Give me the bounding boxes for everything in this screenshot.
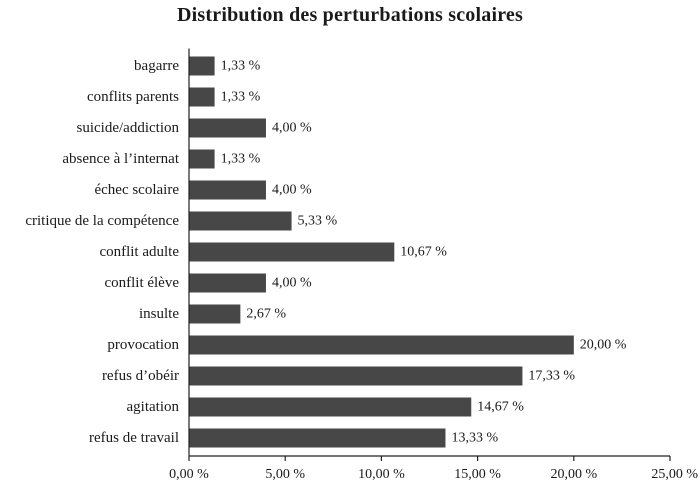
value-label: 14,67 % (477, 399, 524, 415)
value-label: 5,33 % (297, 213, 338, 229)
category-label: critique de la compétence (25, 213, 179, 229)
category-label: refus d’obéir (101, 368, 179, 384)
bar (189, 429, 445, 448)
category-label: échec scolaire (94, 182, 179, 198)
bar (189, 88, 215, 107)
bar (189, 150, 215, 169)
chart-title: Distribution des perturbations scolaires (177, 4, 523, 26)
category-label: insulte (139, 306, 179, 322)
category-label: refus de travail (89, 430, 179, 446)
bars-layer (25, 57, 626, 448)
bar (189, 367, 522, 386)
x-tick-label: 5,00 % (265, 467, 306, 482)
x-tick-label: 10,00 % (358, 467, 405, 482)
value-label: 4,00 % (271, 275, 312, 291)
value-label: 13,33 % (451, 430, 499, 446)
value-label: 20,00 % (579, 337, 627, 353)
value-label: 17,33 % (528, 368, 576, 384)
bar (189, 305, 240, 324)
category-label: agitation (126, 399, 179, 415)
value-label: 4,00 % (271, 120, 312, 136)
bar (189, 212, 292, 231)
bar (189, 398, 471, 417)
x-tick-label: 0,00 % (169, 467, 209, 482)
bar (189, 57, 215, 76)
bar (189, 336, 574, 355)
category-label: conflits parents (86, 89, 179, 105)
category-label: bagarre (134, 58, 179, 74)
value-label: 1,33 % (220, 151, 261, 167)
x-tick-label: 15,00 % (454, 467, 501, 482)
value-label: 1,33 % (220, 89, 261, 105)
axis-layer (169, 49, 698, 483)
category-label: conflit adulte (99, 244, 179, 260)
value-label: 1,33 % (220, 58, 261, 74)
bar (189, 274, 266, 293)
category-label: suicide/addiction (76, 120, 179, 136)
value-label: 4,00 % (271, 182, 312, 198)
bar (189, 119, 266, 138)
x-tick-label: 25,00 % (651, 467, 698, 482)
x-tick-label: 20,00 % (550, 467, 598, 482)
category-label: conflit élève (104, 275, 179, 291)
category-label: provocation (107, 337, 179, 353)
bar (189, 243, 394, 262)
bar (189, 181, 266, 200)
category-label: absence à l’internat (62, 151, 179, 167)
value-label: 10,67 % (400, 244, 447, 260)
value-label: 2,67 % (246, 306, 287, 322)
